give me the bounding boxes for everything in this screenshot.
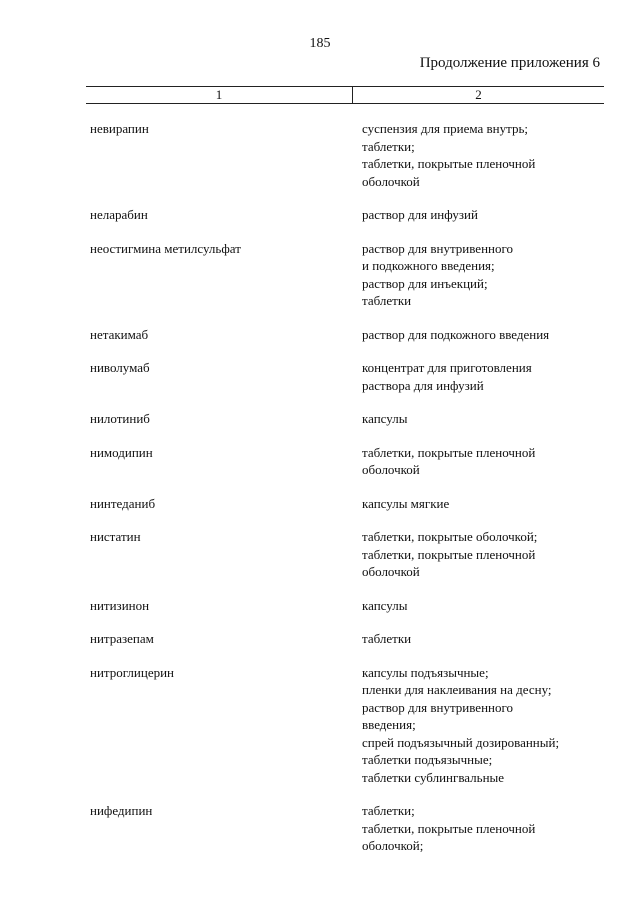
dosage-form-line: раствор для инфузий xyxy=(362,207,478,222)
dosage-forms xyxy=(362,495,612,513)
dosage-form-line: таблетки; xyxy=(362,803,415,818)
dosage-forms xyxy=(362,528,612,581)
drug-name: нистатин xyxy=(90,529,141,544)
drug-name: нетакимаб xyxy=(90,326,149,342)
dosage-form-line: таблетки, покрытые пленочной xyxy=(362,820,536,836)
table-row xyxy=(0,120,640,190)
dosage-form-line: таблетки, покрытые пленочной xyxy=(362,546,536,562)
dosage-form-line: раствор для внутривенного xyxy=(362,240,513,256)
dosage-forms xyxy=(362,359,612,394)
drug-name: нилотиниб xyxy=(90,411,150,426)
dosage-form-line: оболочкой; xyxy=(362,838,424,853)
table-row xyxy=(0,597,640,615)
table-row xyxy=(0,206,640,224)
dosage-form-line: таблетки подъязычные; xyxy=(362,752,493,767)
table-row xyxy=(0,240,640,310)
drug-name: невирапин xyxy=(90,121,149,136)
dosage-form-line: таблетки, покрытые оболочкой; xyxy=(362,529,538,544)
dosage-form-line: спрей подъязычный дозированный; xyxy=(362,734,560,750)
dosage-form-line: раствор для подкожного введения xyxy=(362,326,550,342)
table-row xyxy=(0,528,640,581)
table-row xyxy=(0,630,640,648)
drug-name: нитроглицерин xyxy=(90,664,175,680)
dosage-form-line: капсулы мягкие xyxy=(362,495,450,511)
drug-name: неларабин xyxy=(90,207,148,222)
table-header xyxy=(86,86,604,104)
dosage-form-line: и подкожного введения; xyxy=(362,258,495,273)
dosage-form-line: суспензия для приема внутрь; xyxy=(362,121,529,136)
dosage-form-line: оболочкой xyxy=(362,462,420,477)
drug-name: нинтеданиб xyxy=(90,495,156,511)
dosage-form-line: оболочкой xyxy=(362,564,420,579)
drug-name: неостигмина метилсульфат xyxy=(90,240,241,256)
dosage-forms xyxy=(362,326,612,344)
table-row xyxy=(0,802,640,855)
dosage-forms xyxy=(362,630,612,648)
dosage-form-line: раствора для инфузий xyxy=(362,377,484,393)
dosage-form-line: таблетки, покрытые пленочной xyxy=(362,156,536,171)
drug-name: нитразепам xyxy=(90,631,154,646)
table-row xyxy=(0,410,640,428)
drug-name: нифедипин xyxy=(90,803,153,818)
table-row xyxy=(0,495,640,513)
dosage-form-line: концентрат для приготовления xyxy=(362,360,532,375)
dosage-forms xyxy=(362,120,612,190)
dosage-form-line: таблетки xyxy=(362,631,412,646)
dosage-forms xyxy=(362,664,612,787)
dosage-forms xyxy=(362,410,612,428)
drug-name: нимодипин xyxy=(90,444,153,460)
dosage-forms xyxy=(362,240,612,310)
column-header-2: 2 xyxy=(475,87,482,102)
dosage-form-line: таблетки, покрытые пленочной xyxy=(362,444,536,460)
dosage-forms xyxy=(362,802,612,855)
dosage-forms xyxy=(362,597,612,615)
table-row xyxy=(0,444,640,479)
dosage-form-line: таблетки сублингвальные xyxy=(362,769,505,785)
dosage-forms xyxy=(362,206,612,224)
table-row xyxy=(0,326,640,344)
dosage-form-line: капсулы xyxy=(362,411,408,426)
dosage-form-line: капсулы xyxy=(362,597,408,613)
dosage-form-line: таблетки xyxy=(362,293,412,308)
appendix-label: Продолжение приложения 6 xyxy=(419,55,600,71)
table-row xyxy=(0,664,640,787)
page-number: 185 xyxy=(309,36,331,51)
table-body xyxy=(0,120,640,871)
dosage-form-line: оболочкой xyxy=(362,173,420,189)
drug-name: ниволумаб xyxy=(90,360,150,375)
dosage-form-line: введения; xyxy=(362,717,416,732)
column-header-1: 1 xyxy=(215,87,223,102)
drug-name: нитизинон xyxy=(90,597,150,613)
dosage-form-line: пленки для наклеивания на десну; xyxy=(362,682,552,697)
dosage-form-line: раствор для внутривенного xyxy=(362,699,513,715)
dosage-form-line: таблетки; xyxy=(362,138,415,154)
table-row xyxy=(0,359,640,394)
dosage-form-line: капсулы подъязычные; xyxy=(362,664,489,680)
dosage-form-line: раствор для инъекций; xyxy=(362,275,488,291)
dosage-forms xyxy=(362,444,612,479)
